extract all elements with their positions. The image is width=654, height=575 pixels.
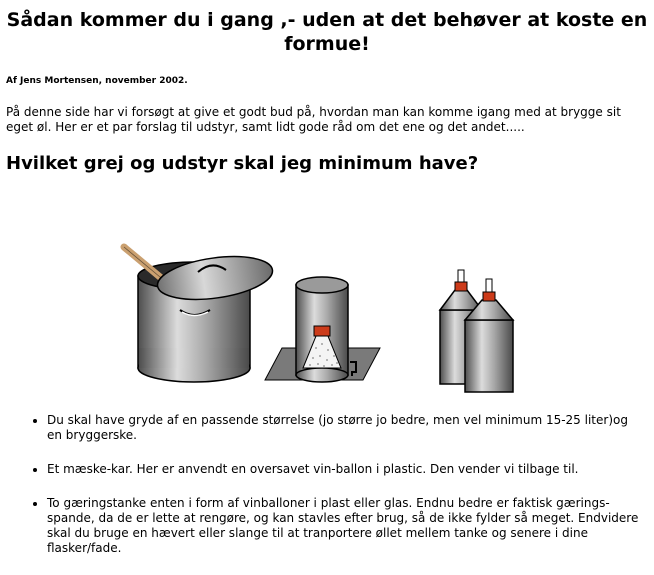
page-title: Sådan kommer du i gang ,- uden at det behøver at koste en formue! [6,9,648,55]
fermenting-bucket-icon [265,277,380,382]
list-item: • Et mæske-kar. Her er anvendt en oversavet vin-ballon i plastic. Den vender vi tilbage til. [47,462,640,477]
byline: Af Jens Mortensen, november 2002. [6,76,188,86]
list-item: • Du skal have gryde af en passende størrelse (jo større jo bedre, men vel minimum 15-25 liter)og en bryggerske. [47,413,640,443]
list-item: • To gæringstanke enten i form af vinballoner i plast eller glas. Endnu bedre er faktisk gærings-spande, da de er lette at rengøre, og kan stavles efter brug, så de ikke fylder så meget. Endvidere skal du bruge en hævert eller slange til at tranportere øllet mellem tanke og senere i dine flasker/fade. [47,496,640,556]
equipment-list [0,413,654,575]
section-heading: Hvilket grej og udstyr skal jeg minimum have? [6,153,479,174]
brew-pot-icon [124,247,275,382]
equipment-illustration [110,238,520,398]
fermentation-tanks-icon [440,270,513,392]
intro-paragraph: På denne side har vi forsøgt at give et godt bud på, hvordan man kan komme igang med at brygge sit eget øl. Her er et par forslag til udstyr, samt lidt gode råd om det ene og det andet..... [6,105,621,134]
